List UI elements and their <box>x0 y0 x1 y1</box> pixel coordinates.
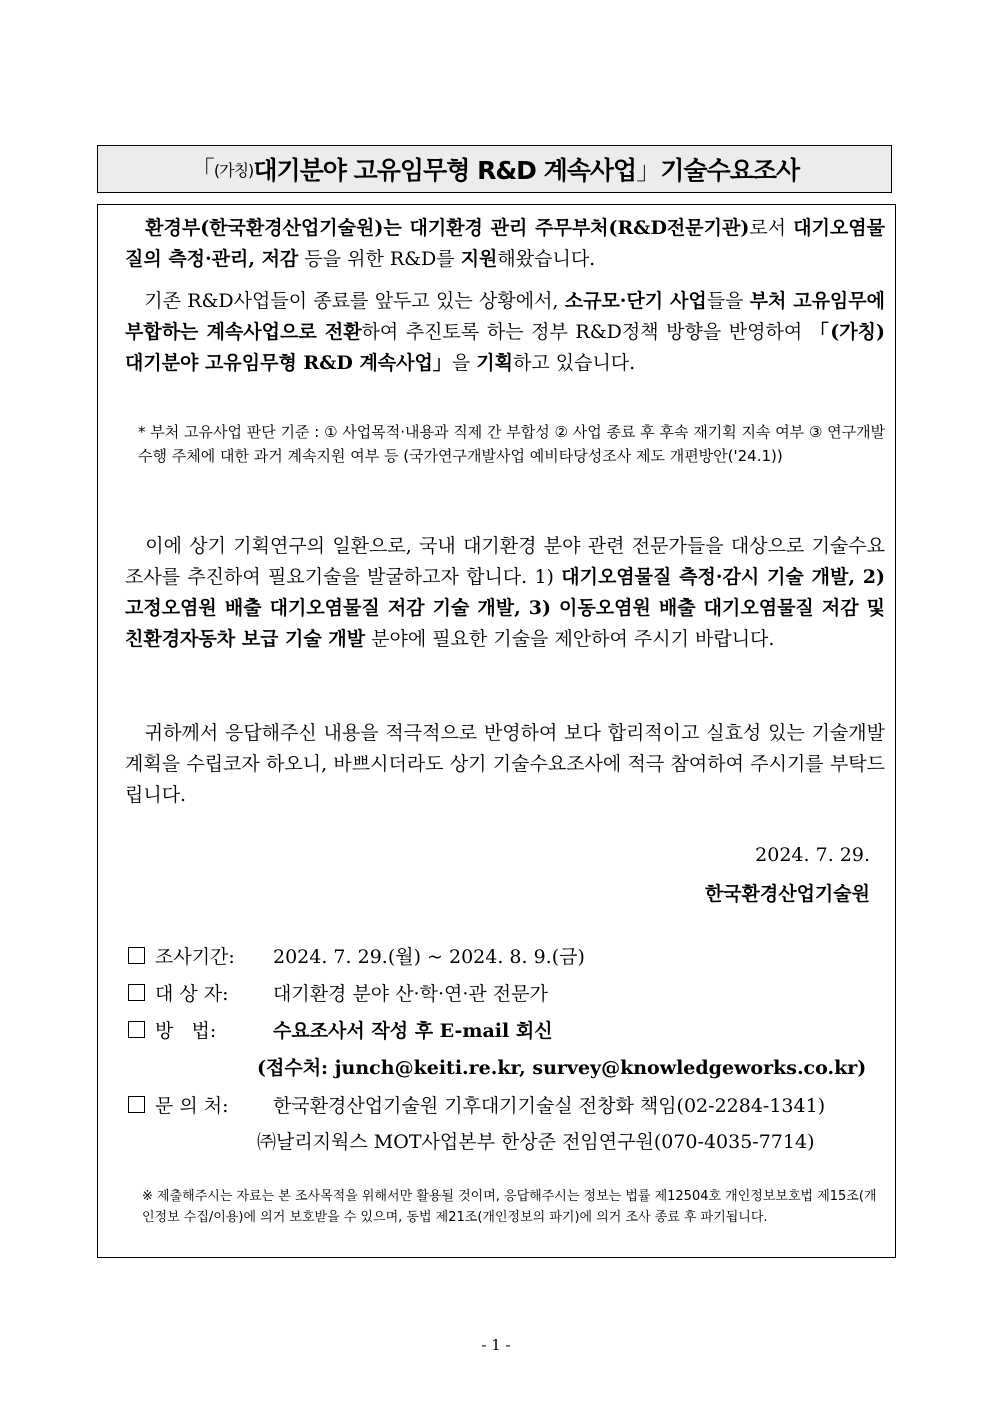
text-run: 「(가칭)대기분야 고유임무형 R&D 계속사업」 <box>125 321 885 374</box>
text-run: 분야에 필요한 기술을 제안하여 주시기 바랍니다. <box>365 628 775 650</box>
text-run: 로서 <box>749 217 794 239</box>
document-title <box>97 145 892 193</box>
title-open-bracket: 「 <box>189 156 214 185</box>
text-run: 하여 추진토록 하는 정부 R&D정책 방향을 반영하여 <box>361 321 810 343</box>
text-run: 하고 있습니다. <box>513 352 636 374</box>
survey-period <box>128 942 585 972</box>
survey-target-label: 대 상 자: <box>155 983 229 1005</box>
text-run: 소규모·단기 사업 <box>564 290 707 312</box>
text-run: 환경부(한국환경산업기술원)는 대기환경 관리 주무부처(R&D전문기관) <box>125 217 750 239</box>
contact-info <box>128 1091 825 1121</box>
survey-period-value: 2024. 7. 29.(월) ~ 2024. 8. 9.(금) <box>273 946 585 968</box>
text-run: 부처 고유임무에 부합하는 계속사업으로 전환 <box>125 290 885 343</box>
checkbox-icon <box>128 947 145 964</box>
survey-method <box>128 1016 553 1046</box>
title-suffix: 기술수요조사 <box>660 156 800 185</box>
text-run: 을 <box>451 352 477 374</box>
text-run: 이에 상기 기획연구의 일환으로, 국내 대기환경 분야 관련 전문가들을 대상으로 기술수요조사를 추진하여 필요기술을 발굴하고자 합니다. 1) <box>125 535 885 588</box>
title-main: 대기분야 고유임무형 R&D 계속사업 <box>253 156 637 185</box>
survey-target <box>128 979 548 1009</box>
text-run: 들을 <box>706 290 750 312</box>
intro-paragraph-1 <box>125 213 885 275</box>
criteria-note: * 부처 고유사업 판단 기준 : ① 사업목적·내용과 직제 간 부합성 ② 사업 종료 후 후속 재기획 지속 여부 ③ 연구개발 수행 주체에 대한 과거 계속지원 여부 등 (국가연구개발사업 예비타당성조사 제도 개편방안('24.1)) <box>138 423 886 465</box>
privacy-footnote: ※ 제출해주시는 자료는 본 조사목적을 위해서만 활용될 것이며, 응답해주시는 정보는 법률 제12504호 개인정보보호법 제15조(개인정보 수집/이용)에 의거 보호받을 수 있으며, 동법 제21조(개인정보의 파기)에 의거 조사 종료 후 파기됩니다. <box>142 1189 877 1225</box>
survey-target-value: 대기환경 분야 산·학·연·관 전문가 <box>273 983 548 1005</box>
submission-emails: (접수처: junch@keiti.re.kr, survey@knowledgeworks.co.kr) <box>257 1057 867 1079</box>
survey-method-label: 방 법: <box>155 1020 217 1042</box>
text-run: 대기오염물질 측정·감시 기술 개발, 2) 고정오염원 배출 대기오염물질 저감 기술 개발, 3) 이동오염원 배출 대기오염물질 저감 및 친환경자동차 보급 기술 개발 <box>125 566 886 650</box>
body-paragraph-1 <box>125 531 885 655</box>
body-paragraph-2: 귀하께서 응답해주신 내용을 적극적으로 반영하여 보다 합리적이고 실효성 있는 기술개발계획을 수립코자 하오니, 바쁘시더라도 상기 기술수요조사에 적극 참여하여 주시기를 부탁드립니다. <box>125 722 885 806</box>
document-date: 2024. 7. 29. <box>755 844 870 866</box>
issuing-organization: 한국환경산업기술원 <box>704 883 870 905</box>
contact-primary: 한국환경산업기술원 기후대기기술실 전창화 책임(02-2284-1341) <box>273 1095 826 1117</box>
survey-period-label: 조사기간: <box>155 946 235 968</box>
title-close-bracket: 」 <box>636 156 661 185</box>
survey-method-value: 수요조사서 작성 후 E-mail 회신 <box>273 1020 553 1042</box>
text-run: 해왔습니다. <box>497 248 596 270</box>
text-run: 기획 <box>476 352 513 374</box>
text-run: 지원 <box>460 248 498 270</box>
checkbox-icon <box>128 1021 145 1038</box>
checkbox-icon <box>128 1096 145 1113</box>
contact-secondary: ㈜날리지웍스 MOT사업본부 한상준 전임연구원(070-4035-7714) <box>257 1131 815 1153</box>
text-run: 기존 R&D사업들이 종료를 앞두고 있는 상황에서, <box>125 290 565 312</box>
page-number: - 1 - <box>481 1336 511 1354</box>
text-run: 대기오염물질의 측정·관리, 저감 <box>125 217 885 270</box>
title-prefix: (가칭) <box>213 160 254 180</box>
contact-label: 문 의 처: <box>155 1095 229 1117</box>
text-run: 등을 위한 R&D를 <box>298 248 461 270</box>
intro-paragraph-2 <box>125 286 885 379</box>
checkbox-icon <box>128 984 145 1001</box>
